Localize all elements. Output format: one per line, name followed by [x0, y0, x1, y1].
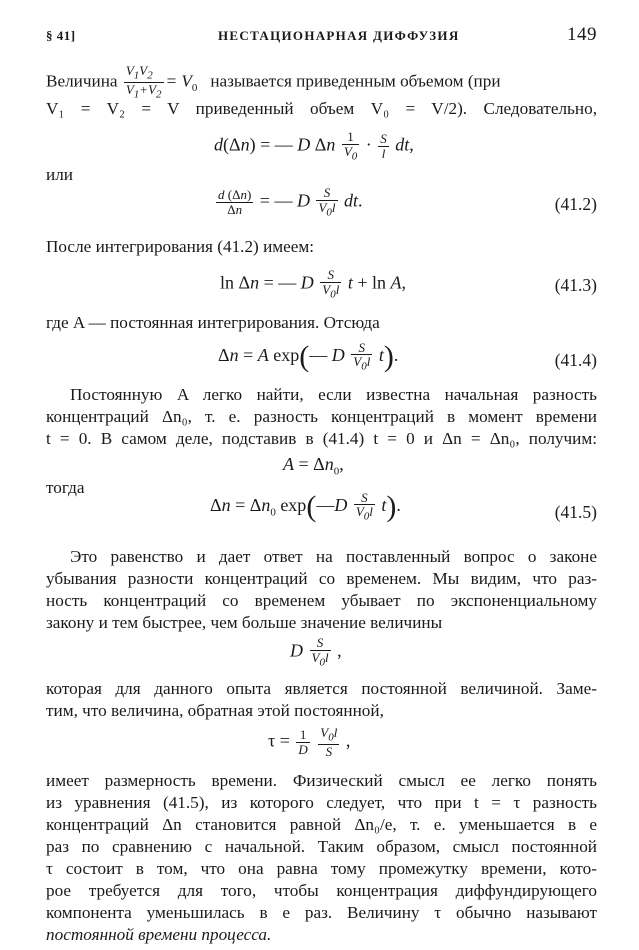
paragraph-answer-line4: закону и тем быстрее, чем больше значение величины [46, 613, 443, 632]
paragraph-after-integration: После интегрирования (41.2) имеем: [46, 237, 315, 256]
paragraph-time-line2: из уравнения (41.5), из которого следует, что при t = τ разность [46, 793, 597, 812]
page-number: 149 [567, 24, 597, 45]
equation-41-2: $\frac{d (\Delta n)}{\Delta n}$ = — D $\frac{S}{V_0l}$ dt. [218, 185, 363, 219]
equation-41-4: Δn = A exp(— D $\frac{S}{V_0l}$ t). [218, 339, 399, 373]
fraction-v1v2: $\frac{V_1V_2}{V_1+V_2}$ [125, 63, 162, 101]
paragraph-time-line3: концентраций Δn становится равной Δn₀/e, т. е. уменьшается в e [46, 815, 597, 834]
equation-label-41-3: (41.3) [554, 275, 597, 295]
paragraph-time-line7: компонента уменьшилась в e раз. Величину τ обычно называют [46, 903, 597, 922]
equation-tau: τ = $\frac{1}{D}$ $\frac{V_0l}{S}$ , [268, 725, 351, 760]
paragraph-time-line6: рое требуется для того, чтобы концентрация диффундирующего [46, 881, 597, 900]
paragraph-integration-constant: где A — постоянная интегрирования. Отсюда [46, 313, 380, 332]
equation-41-3: ln Δn = — D $\frac{S}{V_0l}$ t + ln A, [220, 267, 406, 301]
paragraph-constant-a-line1: Постоянную A легко найти, если известна начальная разность [70, 385, 597, 404]
word-then: тогда [46, 478, 85, 497]
paragraph-reduced-volume: Величина $\frac{V_1V_2}{V_1+V_2}$ = $V_0$ называется приведенным объемом (при [46, 63, 501, 101]
section-marker: § 41] [46, 28, 76, 43]
running-title: НЕСТАЦИОНАРНАЯ ДИФФУЗИЯ [218, 28, 460, 43]
paragraph-constant-line1: которая для данного опыта является постоянной величиной. Заме- [46, 679, 597, 698]
paragraph-answer-line3: ность концентраций со временем убывает по экспоненциальному [46, 591, 597, 610]
paragraph-time-line1: имеет размерность времени. Физический смысл ее легко понять [46, 771, 597, 790]
paragraph-constant-a-line3: t = 0. В самом деле, подставив в (41.4) t = 0 и Δn = Δn₀, получим: [46, 429, 597, 448]
word-or: или [46, 165, 73, 184]
paragraph-time-line8: постоянной времени процесса. [46, 925, 272, 944]
equation-a-equals: $A = \Delta n_0$, [283, 454, 344, 478]
paragraph-answer-line2: убывания разности концентраций со временем. Мы видим, что раз- [46, 569, 597, 588]
paragraph-time-line5: τ состоит в том, что она равна тому промежутку времени, кото- [46, 859, 597, 878]
paragraph-constant-line2: тим, что величина, обратная этой постоянной, [46, 701, 384, 720]
equation-label-41-2: (41.2) [554, 194, 597, 214]
equation-d-s-over-v0l: D $\frac{S}{V_0l}$ , [290, 635, 342, 669]
equation-label-41-4: (41.4) [554, 350, 597, 370]
paragraph-reduced-volume-line2: V₁ = V₂ = V приведенный объем V₀ = V/2). Следовательно, [46, 99, 597, 118]
paragraph-answer-line1: Это равенство и дает ответ на поставленный вопрос о законе [70, 547, 597, 566]
equation-41-5: $\Delta n = \Delta n_0$ exp(—D $\frac{S}{V_0l}$ t). [210, 489, 401, 523]
paragraph-time-line4: раз по сравнению с начальной. Таким образом, смысл постоянной [46, 837, 597, 856]
paragraph-constant-a-line2: концентраций Δn₀, т. е. разность концентраций в момент времени [46, 407, 597, 426]
equation-label-41-5: (41.5) [554, 502, 597, 522]
equation-differential: d(Δn) = — D Δn $\frac{1}{V_0}$ · $\frac{S}{l}$ dt, [214, 129, 414, 163]
